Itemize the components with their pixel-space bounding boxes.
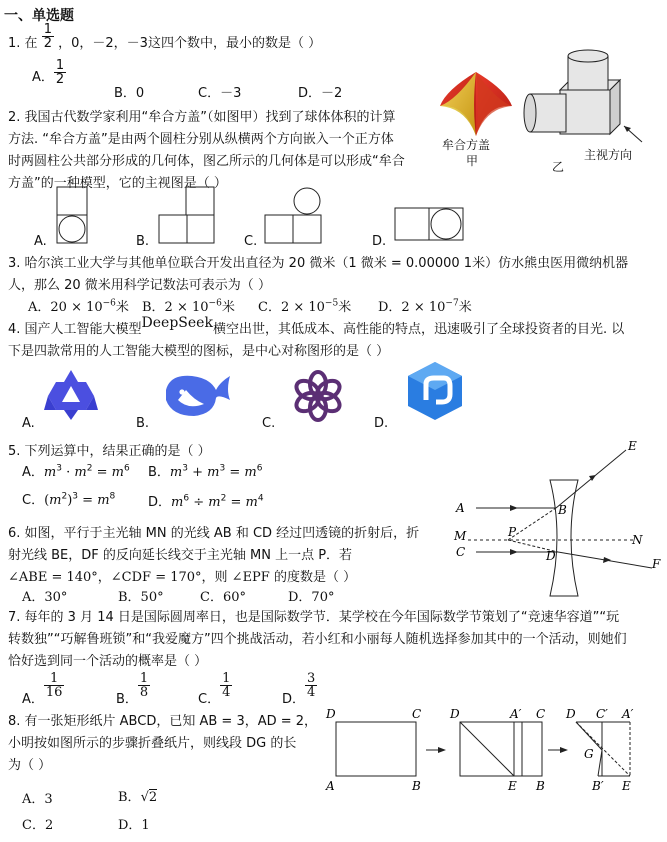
q2-b-figure [158,186,218,246]
q6-line3: ∠ABE = 140°，∠CDF = 170°，则 ∠EPF 的度数是（ ） [8,570,357,585]
q3-b-base: B．2 × 10 [142,300,209,315]
q6-option-d[interactable]: D．70° [288,590,335,605]
q4-brand: DeepSeek [141,315,213,331]
q1-pre: 在 [24,36,38,51]
q4-line1-post: 横空出世，其低成本、高性能的特点，迅速吸引了全球投资者的目光. 以 [212,322,625,337]
q2-option-c[interactable]: C. [244,234,258,249]
label-m: M [454,529,467,543]
q5-option-b[interactable]: B．$m^3 + m^3 = m^6$ [148,463,263,480]
label-c: C [456,545,466,559]
svg-text:C: C [536,707,546,721]
q3-d-base: D．2 × 10 [378,300,446,315]
q1-option-d[interactable]: D．－2 [298,86,343,101]
q3-option-b[interactable] [142,296,235,315]
q1-frac-numerator: 1 [43,22,52,37]
svg-text:C: C [412,707,422,721]
q8-line3: 为（ ） [8,758,52,773]
svg-text:D: D [326,707,336,721]
q7-b-label: B． [116,692,138,707]
q3-c-base: C．2 × 10 [258,300,325,315]
svg-text:A′: A′ [510,707,522,721]
q3-a-base: A．20 × 10 [28,300,103,315]
q4-line1-pre: 4. 国产人工智能大模型 [8,322,142,337]
q1-frac-denominator: 2 [43,36,52,51]
q6-option-b[interactable]: B．50° [118,590,164,605]
q7-a-den: 16 [45,685,63,700]
fig-yi-label: 乙 [552,160,565,174]
svg-text:E: E [622,779,631,793]
q4-option-d[interactable]: D. [374,416,389,431]
fig-yi-direction: 主视方向 [584,148,633,162]
q7-option-a[interactable] [22,671,64,707]
q1-number: 1. [8,36,21,51]
q2-option-d[interactable]: D. [372,234,387,249]
q7-c-num: 1 [222,671,231,686]
q7-a-num: 1 [50,671,59,686]
q5-c-label: C． [22,493,45,508]
q8-option-b[interactable]: B．√2 [118,790,158,805]
q3-option-d[interactable] [378,296,472,315]
q1-option-b[interactable]: B．0 [114,86,145,101]
q1-option-c[interactable]: C．－3 [198,86,242,101]
knot-flower-logo-icon [290,368,346,424]
svg-text:D: D [566,707,576,721]
q6-line2: 射光线 BE，DF 的反向延长线交于主光轴 MN 上一点 P．若 [8,548,353,563]
q7-d-label: D． [282,692,306,707]
q2-line4: 方盖”的一种模型，它的主视图是（ ） [8,176,227,191]
q3-a-exp: −6 [102,298,116,309]
svg-text:C′: C′ [596,707,608,721]
svg-text:B′: B′ [592,779,604,793]
q5-option-a[interactable]: A．$m^3 \cdot m^2 = m^6$ [22,463,130,480]
q8-option-d[interactable]: D．1 [118,818,150,833]
whale-logo-icon [160,370,236,420]
q7-line1: 7. 每年的 3 月 14 日是国际圆周率日，也是国际数学节．某学校在今年国际数学节策划了“竞速华容道”“玩 [8,610,620,625]
svg-text:A: A [326,779,335,793]
triangle-knot-logo-icon [42,368,100,422]
concave-lens-diagram [446,436,666,616]
q6-line1: 6. 如图，平行于主光轴 MN 的光线 AB 和 CD 经过凹透镜的折射后，折 [8,526,420,541]
q3-a-unit: 米 [115,300,129,315]
q4-line2: 下是四款常用的人工智能大模型的图标，是中心对称图形的是（ ） [8,344,390,359]
label-p: P [508,525,517,539]
section-title: 一、单选题 [4,8,74,24]
q5-b-label: B． [148,465,170,480]
q3-d-exp: −7 [445,298,459,309]
q7-line3: 恰好选到同一个活动的概率是（ ） [8,654,208,669]
q2-line3: 时两圆柱公共部分形成的几何体，图乙所示的几何体是可以形成“牟合 [8,154,405,169]
q6-option-a[interactable]: A．30° [22,590,68,605]
q7-b-num: 1 [139,671,149,686]
q4-option-c[interactable]: C. [262,416,276,431]
q2-c-figure [264,186,326,246]
q3-option-c[interactable] [258,296,351,315]
q1-rest: ，0，－2，－3这四个数中，最小的数是（ ） [58,36,322,51]
q2-d-figure [394,206,466,246]
q2-line1: 2. 我国古代数学家利用“牟合方盖”（如图甲）找到了球体体积的计算 [8,110,396,125]
q1-option-a[interactable] [32,58,66,87]
fig-jia-label2: 甲 [466,154,479,168]
q8-b-value: 2 [148,790,158,805]
label-e: E [628,439,637,453]
q2-line2: 方法. “牟合方盖”是由两个圆柱分别从纵横两个方向嵌入一个正方体 [8,132,394,147]
q2-a-figure [56,186,90,246]
folding-rectangle-diagram [320,702,666,798]
q7-option-c[interactable] [198,671,232,707]
svg-text:B: B [536,779,545,793]
q3-line1: 3. 哈尔滨工业大学与其他单位联合开发出直径为 20 微米（1 微米 = 0.00000 1米）仿水熊虫医用微纳机器 [8,256,629,271]
label-b: B [558,503,567,517]
q2-option-b[interactable]: B. [136,234,150,249]
q5-option-d[interactable]: D．$m^6 \div m^2 = m^4$ [148,493,264,510]
svg-text:A′: A′ [622,707,634,721]
q7-c-label: C． [198,692,221,707]
q7-option-b[interactable] [116,671,150,707]
q5-option-c[interactable]: C．$(m^2)^3 = m^8$ [22,491,116,508]
q7-d-num: 3 [307,671,316,686]
mouhe-fanggai-figure [436,70,516,140]
q8-option-a[interactable]: A．3 [22,792,53,807]
label-a: A [456,501,465,515]
q1-fraction [42,23,54,50]
q1-a-denominator: 2 [55,72,65,87]
hexagon-logo-icon [406,360,464,422]
fig-jia-label1: 牟合方盖 [442,138,491,152]
q1-a-fraction [54,59,66,86]
q1-a-numerator: 1 [55,58,65,73]
q7-b-den: 8 [139,685,149,700]
q8-line2: 小明按如图所示的步骤折叠纸片，则线段 DG 的长 [8,736,297,751]
q6-option-c[interactable]: C．60° [200,590,246,605]
q3-d-unit: 米 [458,300,472,315]
label-f: F [652,557,661,571]
q3-option-a[interactable] [28,296,129,315]
q4-option-b[interactable]: B. [136,416,150,431]
q7-c-den: 4 [222,685,231,700]
svg-text:E: E [508,779,517,793]
q3-b-unit: 米 [221,300,235,315]
q5-d-label: D． [148,495,172,510]
label-n: N [632,533,643,547]
q7-line2: 转数独”“巧解鲁班锁”和“我爱魔方”四个挑战活动，若小红和小丽每人随机选择参加其中的一个活动，则她们 [8,632,627,647]
q3-c-exp: −5 [324,298,339,309]
q7-d-den: 4 [307,685,316,700]
q3-line2: 人，那么 20 微米用科学记数法可表示为（ ） [8,278,271,293]
svg-text:G: G [584,747,594,761]
q4-option-a[interactable]: A. [22,416,35,431]
q2-option-a[interactable]: A. [34,234,47,249]
q7-a-label: A． [22,692,44,707]
q5-a-label: A． [22,465,44,480]
q8-option-c[interactable]: C．2 [22,818,54,833]
q5-stem: 5. 下列运算中，结果正确的是（ ） [8,444,211,459]
q3-b-exp: −6 [208,298,222,309]
q7-option-d[interactable] [282,671,317,707]
q3-c-unit: 米 [338,300,352,315]
q1-a-label: A． [32,70,54,85]
q8-line1: 8. 有一张矩形纸片 ABCD，已知 AB = 3，AD = 2， [8,714,318,729]
label-d: D [546,549,556,563]
q4-line1 [8,315,625,337]
svg-text:D: D [450,707,460,721]
question-1 [8,22,322,51]
svg-text:B: B [412,779,421,793]
q8-b-label: B． [118,790,141,805]
